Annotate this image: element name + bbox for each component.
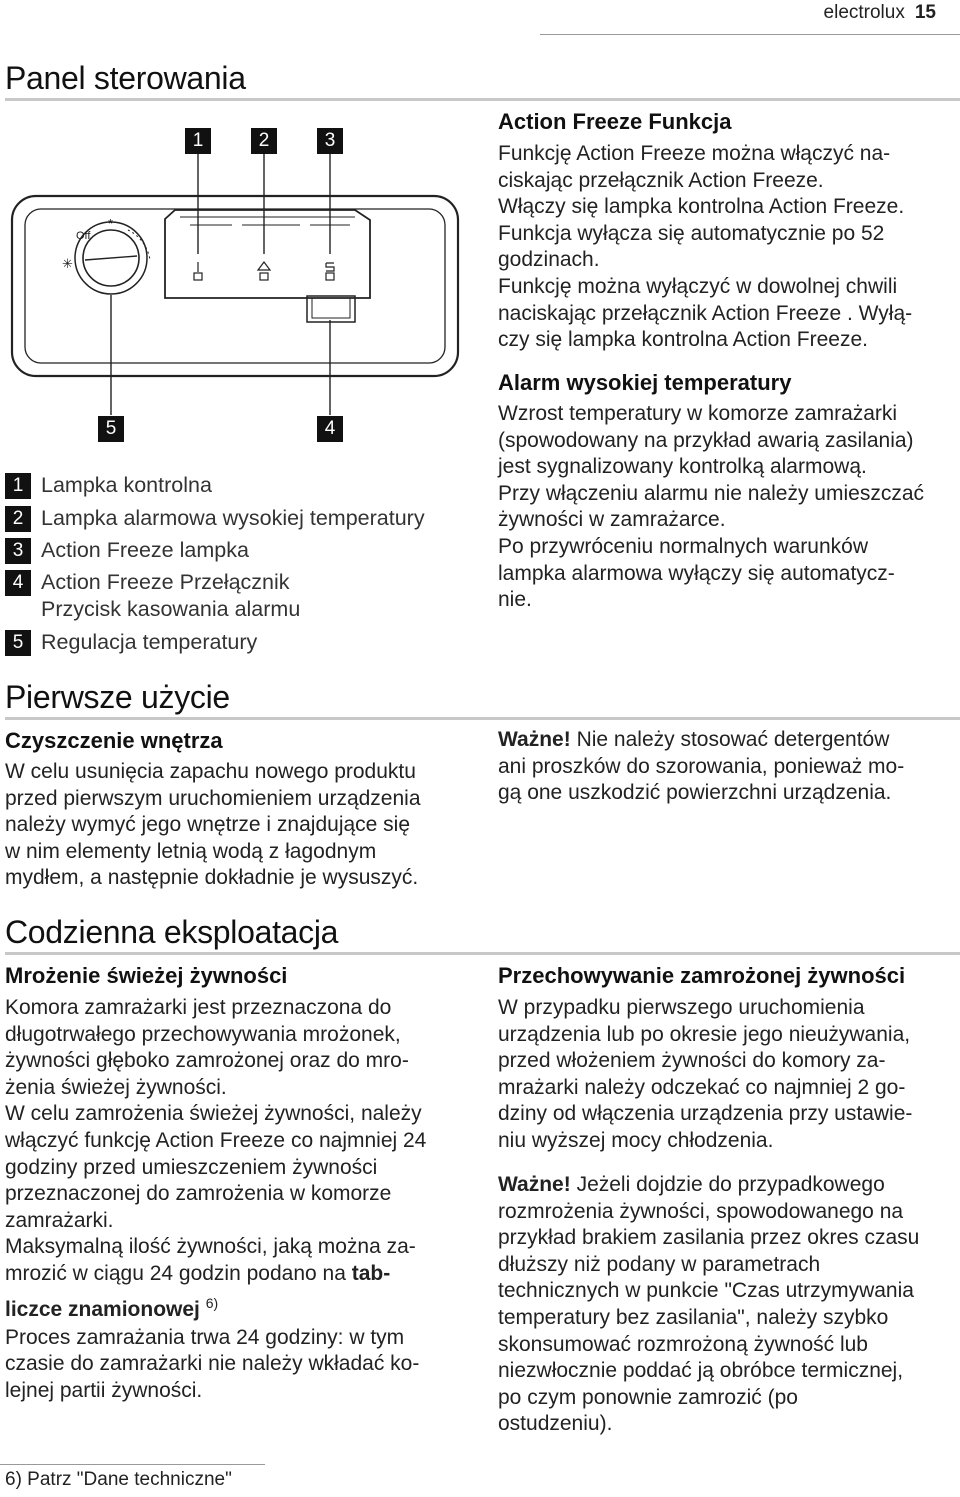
note-label: Ważne! [498,728,571,751]
text-line: przeznaczonej do zamrożenia w komorze [5,1182,392,1206]
legend-number: 3 [5,538,31,564]
text-line: temperatury bez zasilania", należy szybko [498,1305,889,1329]
text-line: dziny od włączenia urządzenia przy ustawie- [498,1102,913,1126]
text-line: urządzenia lub po okresie jego nieużywania, [498,1022,911,1046]
text-line: Proces zamrażania trwa 24 godziny: w tym [5,1325,405,1349]
text-line: mrozić w ciągu 24 godzin podano na [5,1261,352,1285]
text-line: godzinach. [498,248,600,272]
text-line: żenia świeżej żywności. [5,1075,227,1099]
panel-outline [12,196,458,376]
storage-heading: Przechowywanie zamrożonej żywności [498,963,906,988]
text-line: w nim elementy letnią wodą z łagodnym [5,839,377,863]
text-line: Nie należy stosować detergentów [570,728,890,751]
text-line: lampka alarmowa wyłączy się automatycz- [498,561,895,585]
section-title-panel: Panel sterowania [5,60,246,96]
text-line: czasie do zamrażarki nie należy wkładać ko- [5,1352,420,1376]
text-line: Przy włączeniu alarmu nie należy umieszczać [498,481,924,505]
text-line: Komora zamrażarki jest przeznaczona do [5,996,392,1019]
page-header [824,2,936,24]
text-line: naciskając przełącznik Action Freeze . Wyłą- [498,301,913,325]
text-line: należy wymyć jego wnętrze i znajdujące się [5,813,411,837]
text-line: nie. [498,588,532,612]
text-line: niu wyższej mocy chłodzenia. [498,1128,774,1152]
text-line: czy się lampka kontrolna Action Freeze. [498,328,869,352]
legend-item-continuation [41,597,300,623]
alarm-heading: Alarm wysokiej temperatury [498,370,792,395]
legend-item [5,473,212,499]
page-number: 15 [914,2,936,23]
text-line: W celu zamrożenia świeżej żywności, należy [5,1102,422,1126]
cleaning-heading: Czyszczenie wnętrza [5,728,223,753]
legend-label: Lampka kontrolna [41,473,212,497]
alarm-lamp [260,273,268,280]
section-rule [5,717,960,720]
text-line: lejnej partii żywności. [5,1378,203,1402]
text-line: godziny przed umieszczeniem żywności [5,1155,378,1179]
footnote-rule [0,1464,265,1465]
legend-label: Action Freeze Przełącznik [41,570,290,594]
text-line: długotrwałego przechowywania mrożonek, [5,1022,401,1046]
text-line: ciskając przełącznik Action Freeze. [498,168,824,192]
dial-indicator [85,256,137,260]
legend-number: 2 [5,506,31,532]
dial-off-label: Off [76,230,91,242]
action-freeze-lamp [326,273,334,280]
text-line: po czym ponownie zamrozić (po [498,1385,798,1409]
callout-3: 3 [317,128,343,154]
note-label: Ważne! [498,1173,571,1196]
callout-5: 5 [98,416,124,442]
legend-item [5,538,249,564]
text-line: jest sygnalizowany kontrolką alarmową. [498,455,867,479]
text-line: dłuższy niż podany w parametrach [498,1252,821,1276]
legend-number: 4 [5,570,31,596]
footnote-ref: 6) [205,1294,219,1311]
legend-item [5,506,425,532]
text-line: W przypadku pierwszego uruchomienia [498,996,865,1019]
cleaning-text [5,759,421,892]
text-line: Funkcję można wyłączyć w dowolnej chwili [498,274,898,298]
legend-number: 1 [5,473,31,499]
section-rule [5,952,960,955]
rating-plate-ref: liczce znamionowej [5,1297,200,1321]
text-line: Maksymalną ilość żywności, jaką można za- [5,1235,416,1259]
legend-item [5,570,290,596]
text-line: żywności głęboko zamrożonej oraz do mro- [5,1049,409,1073]
rating-plate-ref: tab- [351,1261,391,1285]
text-line: mrażarki należy odczekać co najmniej 2 go- [498,1075,906,1099]
text-line: W celu usunięcia zapachu nowego produktu [5,760,416,783]
action-freeze-heading: Action Freeze Funkcja [498,109,732,134]
text-line: Funkcja wyłącza się automatycznie po 52 [498,221,885,245]
text-line: Wzrost temperatury w komorze zamrażarki [498,402,898,425]
text-line: przed włożeniem żywności do komory za- [498,1049,886,1073]
text-line: żywności w zamrażarce. [498,508,726,532]
control-panel-diagram [0,120,480,450]
text-line: rozmrożenia żywności, spowodowanego na [498,1199,904,1223]
section-title-daily-use: Codzienna eksploatacja [5,914,339,950]
header-rule [540,34,960,35]
text-line: skonsumować rozmrożoną żywność lub [498,1332,868,1356]
dial-star-label: * [108,216,114,231]
legend-label: Przycisk kasowania alarmu [41,597,301,621]
footnote: 6) Patrz "Dane techniczne" [5,1469,232,1490]
text-line: mydłem, a następnie dokładnie je wysuszyć. [5,866,419,890]
section-rule [5,98,960,101]
brand-name: electrolux [823,2,905,23]
text-line: Jeżeli dojdzie do przypadkowego [570,1173,885,1196]
text-line: przed pierwszym uruchomieniem urządzenia [5,786,421,810]
legend-label: Regulacja temperatury [41,630,258,654]
freezing-heading: Mrożenie świeżej żywności [5,963,288,988]
pilot-lamp [194,273,202,280]
storage-text [498,995,912,1155]
text-line: Włączy się lampka kontrolna Action Freeze. [498,195,905,219]
legend-number: 5 [5,630,31,656]
control-panel-figure [0,120,480,450]
callout-2: 2 [251,128,277,154]
legend-label: Lampka alarmowa wysokiej temperatury [41,506,425,530]
text-line: przykład brakiem zasilania przez okres czasu [498,1226,920,1250]
freezing-text [5,995,426,1404]
text-line: niezwłocznie poddać ją obróbce termicznej, [498,1359,904,1383]
alarm-text [498,401,924,614]
section-title-first-use: Pierwsze użycie [5,679,230,715]
text-line: (spowodowany na przykład awarią zasilania) [498,428,914,452]
legend-item [5,630,257,656]
callout-1: 1 [185,128,211,154]
text-line: włączyć funkcję Action Freeze co najmniej 24 [5,1128,427,1152]
text-line: technicznych w punkcie "Czas utrzymywania [498,1279,914,1303]
storage-note [498,1172,919,1438]
text-line: ostudzeniu). [498,1412,613,1436]
text-line: zamrażarki. [5,1208,114,1232]
cleaning-note [498,727,904,807]
callout-4: 4 [317,416,343,442]
text-line: Funkcję Action Freeze można włączyć na- [498,142,891,165]
action-freeze-text [498,141,912,354]
snowflake-icon: ✳ [62,256,73,271]
legend-label: Action Freeze lampka [41,538,249,562]
text-line: ani proszków do szorowania, ponieważ mo- [498,754,905,778]
text-line: Po przywróceniu normalnych warunków [498,534,868,558]
text-line: gą one uszkodzić powierzchni urządzenia. [498,781,892,805]
lamp-housing [165,210,370,298]
